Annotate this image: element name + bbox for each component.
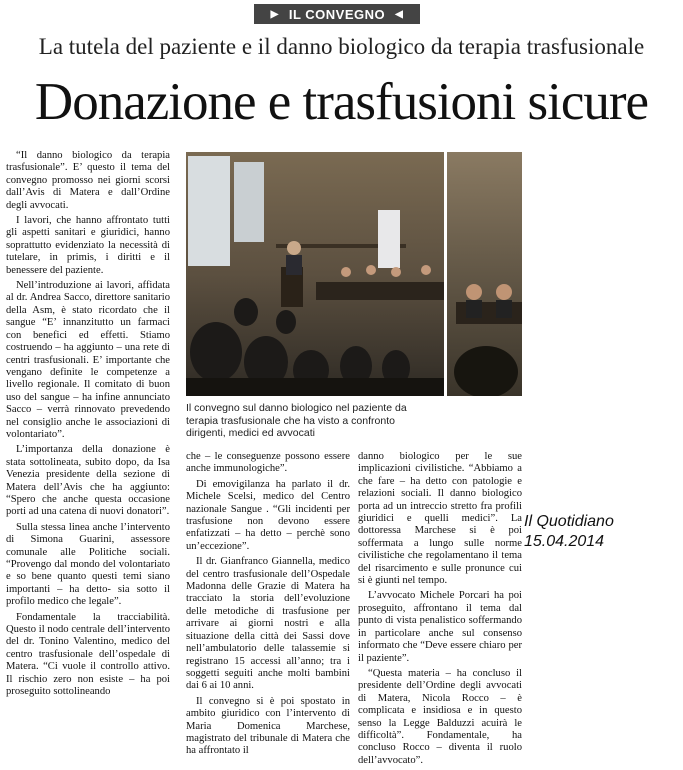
paragraph: L’importanza della donazione è stata sottolineata, subito dopo, da Isa Venezia presidente della sezione di Matera dell’Avis che ha aggiunto: “Spero che anche questa occasione porti ad una catena di nuovi donatori”. [6,444,170,518]
arrow-left-icon: ◀ [395,8,404,20]
paragraph: che – le conseguenze possono essere anche immunologiche”. [186,451,350,475]
paragraph: Sulla stessa linea anche l’intervento di Simona Guarini, assessore comunale alle Politiche sociali. “Provengo dal mondo del volontariato e so bene quanto questi temi siano importanti – ha detto- sia sotto il profilo medico che legale”. [6,521,170,608]
photo-caption: Il convegno sul danno biologico nel paziente da terapia trasfusionale che ha visto a confronto dirigenti, medici ed avvocati [186,402,407,439]
paragraph: Il dr. Gianfranco Giannella, medico del centro trasfusionale dell’Ospedale Madonna delle Grazie di Matera ha tracciato la storia dell’evoluzione delle metodiche di trasfusione per arrivare ai giorni nostri e alla situazione della città dei Sassi dove nell’ambulatorio delle talassemie si registrano 15 accessi all’anno; tra i soggetti seguiti anche molti bambini dai 6 ai 10 anni. [186,556,350,692]
newspaper-name: Il Quotidiano [524,513,614,530]
paragraph: danno biologico per le sue implicazioni civilistiche. “Abbiamo a che fare – ha detto con patologie e relazioni sociali. Il danno biologico porta ad un intreccio stretto fra profili giuridici e quelli medici”. La dottoressa Marchese si è poi soffermata a lungo sulle norme civilistiche che regolamentano il tema del risarcimento e sulle pronunce cui si è giunti nel tempo. [358,451,522,587]
conference-photo [186,152,522,396]
section-label: IL CONVEGNO [288,6,386,22]
publication-stamp [524,512,680,552]
publication-date: 15.04.2014 [524,533,605,550]
arrow-right-icon: ▶ [270,8,279,20]
text-column-2 [186,451,350,767]
paragraph: “Questa materia – ha concluso il presidente dell’Ordine degli avvocati di Matera, Nicola Rocco – è complicata e insidiosa e in questo senso la Legge Balduzzi acuirà le difficoltà”. Fondamentale, ha concluso Rocco – diventa il ruolo dell’avvocato”. [358,667,522,766]
paragraph: Fondamentale la tracciabilità. Questo il nodo centrale dell’intervento del dr. Tonino Valentino, medico del centro trasfusionale dell’ospedale di Matera. “Ci vuole il controllo attivo. Il rischio zero non esiste – ha poi proseguito sottolineando [6,611,170,698]
paragraph: Nell’introduzione ai lavori, affidata al dr. Andrea Sacco, direttore sanitario della Asm, è stato ricordato che il sangue “E’ innanzitutto un farmaci con benefici ed effetti. Stiamo costruendo – ha aggiunto – una rete di centri trasfusionali. E’ importante che vengano definite le competenze a livello regionale. Il comitato di buon uso del sangue – ha infine annunciato Sacco – verrà rinnovato prevedendo nel consiglio anche le associazioni di volontariato”. [6,280,170,440]
paragraph: I lavori, che hanno affrontato tutti gli aspetti sanitari e giuridici, hanno soprattutto evidenziato la necessità di tutelare, in primis, i diritti e il benessere del paziente. [6,215,170,276]
text-column-3 [358,451,522,767]
text-column-1 [6,150,170,766]
article-subtitle: La tutela del paziente e il danno biologico da terapia trasfusionale [38,34,645,59]
paragraph: L’avvocato Michele Porcari ha poi proseguito, affrontano il tema dal punto di vista penalistico soffermando in particolare anche sul consenso informato che “Deve essere chiaro per il paziente”. [358,590,522,664]
paragraph: Di emovigilanza ha parlato il dr. Michele Scelsi, medico del Centro nazionale Sangue . “Gli incidenti per trasfusione non devono essere enfatizzati – ha detto – perchè sono un’eccezione”. [186,478,350,552]
article-headline: Donazione e trasfusioni sicure [34,73,649,131]
paragraph: Il convegno si è poi spostato in ambito giuridico con l’intervento di Maria Domenica Marchese, magistrato del tribunale di Matera che ha affrontato il [186,695,350,757]
section-banner [254,4,420,24]
paragraph: “Il danno biologico da terapia trasfusionale”. E’ questo il tema del convegno promosso nei giorni scorsi dall’Avis di Matera e dall’Ordine degli avvocati. [6,150,170,211]
